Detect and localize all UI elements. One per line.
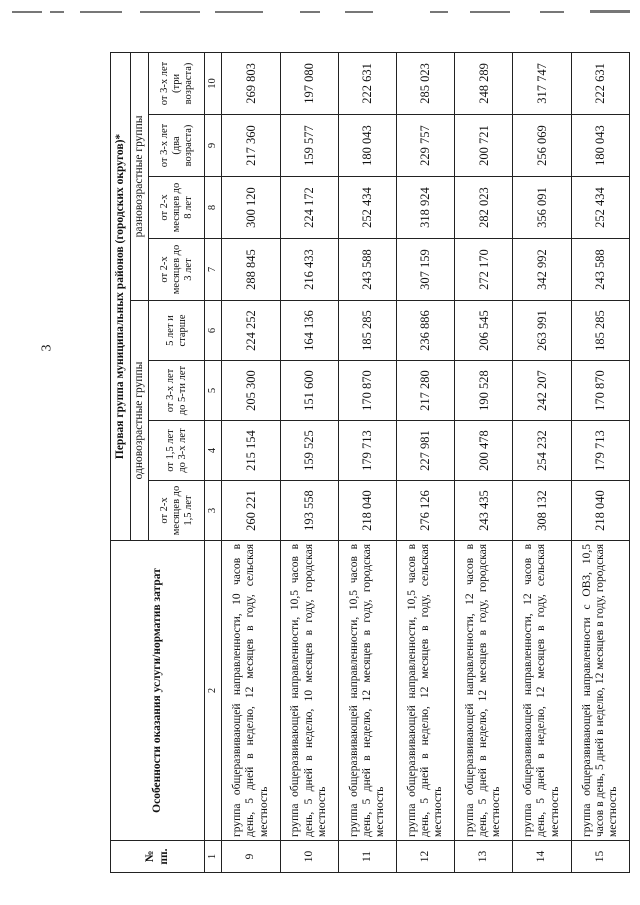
header-no: № пп.	[111, 841, 205, 873]
subheader-col9: от 3-х лет (два возраста)	[149, 115, 205, 177]
value-cell: 236 886	[396, 301, 454, 361]
subheader-col7: от 2-х месяцев до 3 лет	[149, 239, 205, 301]
table-row	[338, 52, 396, 872]
value-cell: 179 713	[338, 421, 396, 481]
value-cell: 248 289	[455, 52, 513, 114]
header-mixed-age: разновозрастные группы	[131, 52, 149, 300]
value-cell: 256 069	[513, 115, 571, 177]
value-cell: 269 803	[222, 52, 280, 114]
row-description: группа общеразвивающей направленности, 12 часов в день, 5 дней в неделю, 12 месяцев в году, городская местность	[455, 541, 513, 841]
table-row	[396, 52, 454, 872]
value-cell: 308 132	[513, 481, 571, 541]
value-cell: 252 434	[338, 177, 396, 239]
row-description: группа общеразвивающей направленности с ОВЗ, 10,5 часов в день, 5 дней в неделю, 12 месяцев в году, городская местность	[571, 541, 629, 841]
col-number: 2	[205, 541, 222, 841]
row-description: группа общеразвивающей направленности, 12 часов в день, 5 дней в неделю, 12 месяцев в году, сельская местность	[513, 541, 571, 841]
subheader-col10: от 3-х лет (три возраста)	[149, 52, 205, 114]
row-number: 14	[513, 841, 571, 873]
value-cell: 170 870	[571, 361, 629, 421]
col-number: 8	[205, 177, 222, 239]
value-cell: 276 126	[396, 481, 454, 541]
value-cell: 185 285	[338, 301, 396, 361]
col-number: 10	[205, 52, 222, 114]
value-cell: 206 545	[455, 301, 513, 361]
value-cell: 164 136	[280, 301, 338, 361]
value-cell: 197 080	[280, 52, 338, 114]
subheader-col6: 5 лет и старше	[149, 301, 205, 361]
value-cell: 342 992	[513, 239, 571, 301]
page-number: 3	[39, 344, 55, 352]
value-cell: 222 631	[338, 52, 396, 114]
value-cell: 260 221	[222, 481, 280, 541]
value-cell: 224 252	[222, 301, 280, 361]
value-cell: 243 588	[338, 239, 396, 301]
table-row	[222, 52, 280, 872]
value-cell: 217 360	[222, 115, 280, 177]
col-number: 1	[205, 841, 222, 873]
value-cell: 282 023	[455, 177, 513, 239]
value-cell: 222 631	[571, 52, 629, 114]
value-cell: 200 721	[455, 115, 513, 177]
value-cell: 224 172	[280, 177, 338, 239]
value-cell: 159 525	[280, 421, 338, 481]
value-cell: 217 280	[396, 361, 454, 421]
value-cell: 190 528	[455, 361, 513, 421]
col-number: 6	[205, 301, 222, 361]
row-number: 13	[455, 841, 513, 873]
row-description: группа общеразвивающей направленности, 10,5 часов в день, 5 дней в неделю, 10 месяцев в году, городская местность	[280, 541, 338, 841]
value-cell: 151 600	[280, 361, 338, 421]
subheader-col4: от 1,5 лет до 3-х лет	[149, 421, 205, 481]
subheader-col3: от 2-х месяцев до 1,5 лет	[149, 481, 205, 541]
header-single-age: одновозрастные группы	[131, 301, 149, 541]
value-cell: 242 207	[513, 361, 571, 421]
scan-noise-strip	[0, 0, 640, 18]
subheader-col8: от 2-х месяцев до 8 лет	[149, 177, 205, 239]
value-cell: 254 232	[513, 421, 571, 481]
value-cell: 200 478	[455, 421, 513, 481]
value-cell: 272 170	[455, 239, 513, 301]
value-cell: 180 043	[338, 115, 396, 177]
row-number: 15	[571, 841, 629, 873]
row-number: 9	[222, 841, 280, 873]
table-row	[513, 52, 571, 872]
rotated-table-sheet	[110, 53, 630, 873]
column-number-row	[205, 52, 222, 872]
value-cell: 215 154	[222, 421, 280, 481]
value-cell: 170 870	[338, 361, 396, 421]
value-cell: 243 435	[455, 481, 513, 541]
value-cell: 218 040	[571, 481, 629, 541]
col-number: 3	[205, 481, 222, 541]
value-cell: 205 300	[222, 361, 280, 421]
subheader-col5: от 3-х лет до 5-ти лет	[149, 361, 205, 421]
col-number: 7	[205, 239, 222, 301]
value-cell: 288 845	[222, 239, 280, 301]
value-cell: 180 043	[571, 115, 629, 177]
value-cell: 229 757	[396, 115, 454, 177]
table-row	[280, 52, 338, 872]
value-cell: 307 159	[396, 239, 454, 301]
value-cell: 317 747	[513, 52, 571, 114]
col-number: 5	[205, 361, 222, 421]
row-description: группа общеразвивающей направленности, 10 часов в день, 5 дней в неделю, 12 месяцев в году, сельская местность	[222, 541, 280, 841]
row-description: группа общеразвивающей направленности, 10,5 часов в день, 5 дней в неделю, 12 месяцев в году, городская местность	[338, 541, 396, 841]
value-cell: 285 023	[396, 52, 454, 114]
col-number: 9	[205, 115, 222, 177]
row-description: группа общеразвивающей направленности, 10,5 часов в день, 5 дней в неделю, 12 месяцев в году, сельская местность	[396, 541, 454, 841]
table-row	[455, 52, 513, 872]
value-cell: 263 991	[513, 301, 571, 361]
row-number: 10	[280, 841, 338, 873]
value-cell: 216 433	[280, 239, 338, 301]
col-number: 4	[205, 421, 222, 481]
row-number: 12	[396, 841, 454, 873]
value-cell: 185 285	[571, 301, 629, 361]
value-cell: 318 924	[396, 177, 454, 239]
table-row	[571, 52, 629, 872]
value-cell: 300 120	[222, 177, 280, 239]
cost-norms-table	[110, 52, 630, 873]
value-cell: 252 434	[571, 177, 629, 239]
value-cell: 227 981	[396, 421, 454, 481]
value-cell: 159 577	[280, 115, 338, 177]
header-description: Особенности оказания услуги/норматив затрат	[111, 541, 205, 841]
value-cell: 243 588	[571, 239, 629, 301]
value-cell: 193 558	[280, 481, 338, 541]
value-cell: 356 091	[513, 177, 571, 239]
header-group: Первая группа муниципальных районов (городских округов)*	[111, 52, 131, 540]
row-number: 11	[338, 841, 396, 873]
value-cell: 218 040	[338, 481, 396, 541]
value-cell: 179 713	[571, 421, 629, 481]
